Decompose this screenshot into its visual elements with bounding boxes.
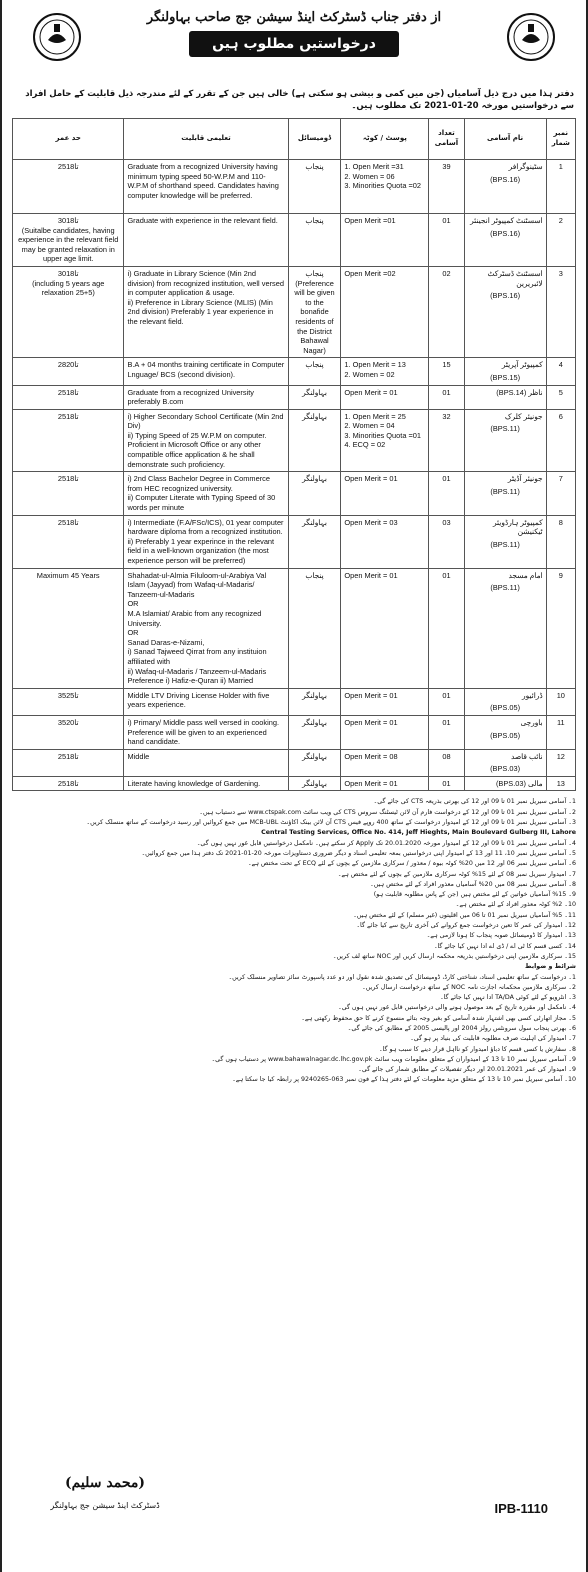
cell-domicile-text: پنجاب — [305, 216, 324, 225]
cell-no-text: 9 — [558, 570, 563, 580]
header-post-name: نام آسامی — [464, 119, 546, 160]
cell-no — [546, 715, 575, 749]
cell-quota-text: 1. Open Merit = 25 2. Women = 04 3. Minorities Quota =01 4. ECQ = 02 — [344, 411, 422, 450]
cell-post — [464, 385, 546, 409]
note-item: 4۔ آسامی سیریل نمبر 01 تا 09 اور 12 کے امیدوار مورخہ 20.01.2020 تک Apply کر سکتے ہیں۔ نامکمل درخواستیں قابل غور نہیں ہوں گی۔ — [196, 839, 576, 847]
table-row — [13, 160, 576, 214]
signatory-designation: ڈسٹرکٹ اینڈ سیشن جج بہاولنگر — [50, 1501, 160, 1510]
cell-qual — [124, 715, 288, 749]
cell-no — [546, 515, 575, 568]
cell-count-text: 02 — [442, 268, 451, 278]
cell-quota-text: 1. Open Merit = 13 2. Women = 02 — [344, 360, 406, 379]
cell-quota-text: Open Merit = 01 — [344, 690, 398, 700]
cell-post — [464, 266, 546, 357]
cell-age-text: 25تا18 — [57, 751, 79, 761]
cell-count-text: 08 — [442, 751, 451, 761]
cell-age — [13, 472, 124, 515]
header-qualification: تعلیمی قابلیت — [124, 119, 288, 160]
cell-bps-text: (BPS.16) — [490, 174, 521, 184]
cell-no-text: 12 — [556, 751, 565, 761]
cell-post-text: مالی (BPS.03) — [495, 778, 543, 788]
cell-age — [13, 568, 124, 688]
cell-age — [13, 160, 124, 214]
cell-no — [546, 409, 575, 472]
note-item: 1۔ آسامی سیریل نمبر 01 تا 09 اور 12 کی بھرتی بذریعہ CTS کی جائے گی۔ — [373, 798, 576, 806]
cell-qual — [124, 214, 288, 267]
cell-count — [429, 568, 464, 688]
note-item: Central Testing Services, Office No. 414, Jeff Hieghts, Main Boulevard Gulberg III, Lahore — [261, 829, 576, 837]
cell-count-text: 15 — [442, 360, 451, 370]
cell-post — [464, 358, 546, 385]
cell-count-text: 01 — [442, 387, 451, 397]
cell-count — [429, 515, 464, 568]
cell-domicile — [288, 409, 341, 472]
note-item: 9۔ امیدوار کی عمر 20.01.2021 اور دیگر تفصیلات کے مطابق شمار کی جائے گی۔ — [358, 1066, 576, 1074]
note-item: 7۔ امیدوار سیریل نمبر 08 کے لئے 15% کوٹہ سرکاری ملازمین کے بچوں کے لئے مختص ہے۔ — [337, 870, 576, 878]
cell-no — [546, 385, 575, 409]
note-item: 2۔ سرکاری ملازمین محکمانہ اجازت نامہ NOC کے ساتھ درخواست ارسال کریں۔ — [362, 983, 576, 991]
cell-count — [429, 472, 464, 515]
cell-age — [13, 358, 124, 385]
cell-age — [13, 266, 124, 357]
cell-domicile — [288, 715, 341, 749]
cell-post-text: نائب قاصد — [511, 751, 543, 761]
cell-quota-text: Open Merit = 01 — [344, 474, 398, 484]
cell-domicile-text: بہاولنگر — [302, 690, 327, 700]
note-item: 14۔ کسی قسم کا ٹی اے / ڈی اے ادا نہیں کیا جائے گا۔ — [433, 942, 576, 950]
table-row — [13, 688, 576, 715]
cell-quota — [341, 385, 429, 409]
note-item: 9۔ آسامی سیریل نمبر 10 تا 13 کے امیدواران کے متعلق معلومات ویب سائٹ www.bahawalnagar.dc.lhc.gov.pk پر دستیاب ہوں گی۔ — [211, 1055, 576, 1063]
table-row — [13, 358, 576, 385]
note-item: 2۔ آسامی سیریل نمبر 01 تا 09 اور 12 کے درخواست فارم آن لائن ٹیسٹنگ سروس CTS کی ویب سائٹ www.ctspak.com سے دستیاب ہیں۔ — [199, 808, 576, 816]
note-item: 13۔ امیدوار کا ڈومیسائل صوبہ پنجاب کا ہونا لازمی ہے۔ — [426, 932, 576, 940]
cell-quota — [341, 409, 429, 472]
cell-domicile-text: بہاولنگر — [302, 387, 327, 397]
cell-post-text: باورچی — [520, 717, 543, 727]
cell-no-text: 8 — [558, 517, 563, 527]
cell-post-text: اسسٹنٹ ڈسٹرکٹ لائبریرین — [487, 268, 543, 288]
cell-no — [546, 749, 575, 776]
cell-count — [429, 160, 464, 214]
note-item: 5۔ مجاز اتھارٹی کسی بھی اشتہار شدہ آسامی کو بغیر وجہ بتائے منسوخ کرنے کا حق محفوظ رکھتی ہے۔ — [301, 1014, 576, 1022]
cell-age-text: 25تا18 — [57, 517, 79, 527]
cell-no — [546, 688, 575, 715]
cell-age-text: 25تا18 — [57, 387, 79, 397]
cell-qual — [124, 515, 288, 568]
cell-qual-text: Shahadat-ul-Almia Filuloom-ul-Arabiya Val Islam (Jayyad) from Wafaq-ul-Madaris/ Tanzeem-ul-Madaris OR M.A Islamiat/ Arabic from any recognized University. OR Sanad Daras-e-Nizami, i) Sanad Tajweed Qirrat from any instituion affiliated with ii) Wafaq-ul-Madaris / Tanzeem-ul-Madaris Preference i) Hafiz-e-Quran ii) Married — [127, 570, 267, 686]
cell-domicile-text: پنجاب (Preference will be given to the bonafide residents of the District Bahawal Nagar) — [294, 268, 335, 355]
cell-qual — [124, 776, 288, 791]
office-heading: از دفتر جناب ڈسٹرکٹ اینڈ سیشن جج صاحب بہاولنگر — [146, 10, 442, 25]
cell-post — [464, 688, 546, 715]
cell-no-text: 7 — [558, 474, 563, 484]
cell-qual — [124, 568, 288, 688]
cell-qual-text: i) 2nd Class Bachelor Degree in Commerce from HEC recognized university. ii) Computer Literate with Typing Speed of 30 words per minute — [127, 474, 276, 513]
punjab-seal-logo-right — [506, 12, 556, 62]
note-item: 7۔ امیدوار کی اہلیت صرف مطلوبہ قابلیت کی بنیاد پر ہو گی۔ — [410, 1035, 576, 1043]
cell-domicile — [288, 776, 341, 791]
cell-post — [464, 749, 546, 776]
cell-age — [13, 385, 124, 409]
cell-no-text: 1 — [558, 162, 563, 171]
cell-count-text: 01 — [442, 216, 451, 225]
cell-qual — [124, 688, 288, 715]
cell-quota — [341, 715, 429, 749]
cell-count-text: 03 — [442, 517, 451, 527]
note-item: 12۔ امیدوار کی عمر کا تعین درخواست جمع کروانے کی آخری تاریخ سے کیا جائے گا۔ — [356, 922, 576, 930]
cell-no-text: 2 — [558, 216, 563, 225]
cell-qual-text: Middle LTV Driving License Holder with five years experience. — [127, 690, 270, 710]
table-row — [13, 715, 576, 749]
cell-age — [13, 214, 124, 267]
cell-quota — [341, 515, 429, 568]
cell-age — [13, 776, 124, 791]
cell-quota-text: 1. Open Merit =31 2. Women = 06 3. Minorities Quota =02 — [344, 162, 422, 191]
header-domicile: ڈومیسائل — [288, 119, 341, 160]
cell-qual — [124, 749, 288, 776]
cell-domicile-text: بہاولنگر — [302, 411, 327, 421]
cell-quota-text: Open Merit = 01 — [344, 778, 398, 788]
cell-qual-text: Graduate from a recognized University preferably B.com — [127, 387, 254, 407]
cell-age — [13, 715, 124, 749]
cell-no-text: 4 — [558, 360, 563, 370]
cell-post — [464, 409, 546, 472]
cell-age — [13, 515, 124, 568]
cell-count-text: 01 — [442, 690, 451, 700]
note-item: 8۔ سفارش یا کسی قسم کا دباؤ امیدوار کو نااہل قرار دینے کا سبب ہو گا۔ — [378, 1045, 576, 1053]
cell-quota-text: Open Merit = 01 — [344, 717, 398, 727]
note-item: 3۔ آسامی سیریل نمبر 01 تا 09 اور 12 کے امیدوار درخواست کے ساتھ 400 روپے فیس CTS آن لائن بینک اکاؤنٹ MCB-UBL میں جمع کروائیں اور رسید درخواست کے ساتھ منسلک کریں۔ — [86, 819, 576, 827]
cell-quota — [341, 688, 429, 715]
cell-no — [546, 776, 575, 791]
cell-post-text: سٹینوگرافر — [508, 162, 543, 171]
cell-count-text: 32 — [442, 411, 451, 421]
cell-age-text: 25تا18 — [57, 411, 79, 421]
note-item: 10۔ آسامی سیریل نمبر 10 تا 13 کے متعلق مزید معلومات کے لئے دفتر ہذا کے فون نمبر 063-9240265 پر رابطہ کیا جا سکتا ہے۔ — [232, 1076, 576, 1084]
cell-quota — [341, 568, 429, 688]
cell-bps-text: (BPS.11) — [490, 539, 520, 549]
cell-quota — [341, 160, 429, 214]
table-row — [13, 515, 576, 568]
cell-qual-text: Middle — [127, 751, 150, 761]
cell-domicile — [288, 515, 341, 568]
cell-qual — [124, 385, 288, 409]
cell-no — [546, 358, 575, 385]
cell-count — [429, 266, 464, 357]
cell-domicile — [288, 568, 341, 688]
cell-quota — [341, 266, 429, 357]
note-item: 15۔ سرکاری ملازمین اپنی درخواستیں بذریعہ محکمہ ارسال کریں اور NOC ساتھ لف کریں۔ — [332, 952, 576, 960]
cell-quota — [341, 749, 429, 776]
note-item: 5۔ آسامی سیریل نمبر 10، 11 اور 13 کے امیدوار اپنی درخواستیں بمعہ تعلیمی اسناد و دیگر ضروری دستاویزات مورخہ 20-01-2021 تک دفتر ہذا میں جمع کروائیں۔ — [141, 849, 576, 857]
cell-bps-text: (BPS.11) — [490, 583, 520, 593]
cell-domicile-text: پنجاب — [305, 360, 324, 370]
cell-qual — [124, 358, 288, 385]
cell-domicile — [288, 266, 341, 357]
cell-domicile-text: پنجاب — [305, 162, 324, 171]
cell-post-text: ڈرائیور — [522, 690, 543, 700]
cell-count — [429, 749, 464, 776]
header-quota: پوسٹ / کوٹہ — [341, 119, 429, 160]
cell-bps-text: (BPS.16) — [490, 228, 521, 238]
cell-count — [429, 776, 464, 791]
note-item: شرائط و ضوابط — [525, 963, 576, 971]
cell-count — [429, 715, 464, 749]
cell-age-text: 30تا18 (including 5 years age relaxation 25+5) — [32, 268, 105, 298]
note-item: 4۔ نامکمل اور مقررہ تاریخ کے بعد موصول ہونے والی درخواستیں قابل غور نہیں ہوں گی۔ — [338, 1004, 576, 1012]
cell-domicile — [288, 160, 341, 214]
cell-bps-text: (BPS.03) — [490, 764, 521, 774]
cell-no-text: 5 — [558, 387, 563, 397]
cell-count — [429, 214, 464, 267]
cell-post — [464, 568, 546, 688]
cell-age-text: 35تا25 — [57, 690, 79, 700]
cell-post-text: کمپیوٹر ہارڈویئر ٹیکنیشن — [492, 517, 543, 537]
cell-age-text: Maximum 45 Years — [36, 570, 100, 580]
cell-qual — [124, 266, 288, 357]
signature-block — [30, 1475, 180, 1510]
header — [12, 10, 576, 76]
cell-domicile — [288, 214, 341, 267]
cell-count — [429, 409, 464, 472]
cell-no — [546, 568, 575, 688]
cell-age-text: 25تا18 — [57, 162, 79, 171]
cell-no — [546, 472, 575, 515]
signatory-name: (محمد سلیم) — [64, 1475, 145, 1491]
cell-post — [464, 515, 546, 568]
table-row — [13, 472, 576, 515]
header-count: تعداد آسامی — [429, 119, 464, 160]
cell-count-text: 01 — [442, 474, 451, 484]
intro-text: دفتر ہذا میں درج ذیل آسامیاں (جن میں کمی و بیشی ہو سکتی ہے) خالی ہیں جن کے تقرر کے لئے مندرجہ ذیل قابلیت کے حامل افراد سے درخواستیں مورخہ 20-01-2021 تک مطلوب ہیں۔ — [25, 89, 574, 111]
cell-qual-text: i) Higher Secondary School Certificate (Min 2nd Div) ii) Typing Speed of 25 W.P.M on computer. Proficient in Microsoft Office or any other compatible office application & he shall demonstrate such proficiency. — [127, 411, 284, 469]
cell-count-text: 01 — [442, 717, 451, 727]
cell-qual-text: i) Intermediate (F.A/FSc/ICS), 01 year computer hardware diploma from a recognized institution. ii) Preferably 1 year experince in the relevant field in a well-known organization (the most experience person will be preferred) — [127, 517, 284, 565]
cell-no-text: 13 — [556, 778, 565, 788]
note-item: 3۔ انٹرویو کے لئے کوئی TA/DA ادا نہیں کیا جائے گا۔ — [439, 994, 576, 1002]
note-item: 6۔ بھرتی پنجاب سول سرونٹس رولز 2004 اور پالیسی 2005 کے مطابق کی جائے گی۔ — [347, 1025, 576, 1032]
table-row — [13, 776, 576, 791]
punjab-seal-logo-left — [32, 12, 82, 62]
note-item: 11۔ 5% آسامیاں سیریل نمبر 01 تا 06 میں اقلیتوں (غیر مسلم) کے لئے مختص ہیں۔ — [353, 911, 576, 919]
header-serial: نمبر شمار — [546, 119, 575, 160]
cell-qual-text: B.A + 04 months training certificate in Computer Lnguage/ BCS (second division). — [127, 360, 285, 379]
cell-quota — [341, 776, 429, 791]
cell-post — [464, 214, 546, 267]
cell-age-text: 25تا18 — [57, 474, 79, 484]
note-item: 1۔ درخواست کے ساتھ تعلیمی اسناد، شناختی کارڈ، ڈومیسائل کی تصدیق شدہ نقول اور دو عدد پاسپورٹ سائز تصاویر منسلک کریں۔ — [228, 973, 576, 981]
cell-domicile-text: بہاولنگر — [302, 474, 327, 484]
table-row — [13, 568, 576, 688]
cell-bps-text: (BPS.16) — [490, 291, 521, 301]
cell-count — [429, 688, 464, 715]
table-row — [13, 266, 576, 357]
cell-quota — [341, 358, 429, 385]
note-item: 8۔ آسامی سیریل نمبر 08 میں 20% آسامیاں معذور افراد کے لئے مختص ہیں۔ — [370, 880, 576, 888]
notes-section — [12, 797, 576, 1084]
cell-domicile — [288, 472, 341, 515]
cell-no — [546, 214, 575, 267]
cell-count-text: 39 — [442, 162, 451, 171]
cell-bps-text: (BPS.05) — [490, 730, 521, 740]
table-row — [13, 385, 576, 409]
cell-domicile-text: بہاولنگر — [302, 778, 327, 788]
header-age: حد عمر — [13, 119, 124, 160]
cell-post-text: کمپیوٹر آپریٹر — [501, 360, 543, 370]
cell-age-text: 30تا18 (Suitalbe candidates, having experience in the relevant field may be granted relaxation in upper age limit. — [18, 216, 119, 264]
cell-qual — [124, 160, 288, 214]
cell-domicile-text: بہاولنگر — [302, 751, 327, 761]
table-header-row — [13, 119, 576, 160]
ipb-number: IPB-1110 — [494, 1501, 548, 1516]
cell-no — [546, 160, 575, 214]
cell-count — [429, 385, 464, 409]
cell-domicile — [288, 749, 341, 776]
cell-post — [464, 776, 546, 791]
table-row — [13, 749, 576, 776]
cell-age — [13, 749, 124, 776]
note-item: 10۔ 2% کوٹہ معذور افراد کے لئے مختص ہے۔ — [455, 901, 576, 909]
cell-qual-text: Graduate with experience in the relevant field. — [127, 216, 278, 225]
cell-quota-text: Open Merit = 01 — [344, 570, 398, 580]
cell-qual-text: Literate having knowledge of Gardening. — [127, 778, 261, 788]
note-item: 9۔ 15% آسامیاں خواتین کے لئے مختص ہیں (جن کے پاس مطلوبہ قابلیت ہو) — [373, 891, 576, 899]
cell-domicile — [288, 358, 341, 385]
cell-post-text: ناظر (BPS.14) — [496, 387, 543, 397]
cell-domicile-text: بہاولنگر — [302, 517, 327, 527]
table-row — [13, 214, 576, 267]
cell-domicile-text: بہاولنگر — [302, 717, 327, 727]
cell-bps-text: (BPS.11) — [490, 424, 520, 434]
cell-qual — [124, 409, 288, 472]
cell-no — [546, 266, 575, 357]
cell-age-text: 25تا18 — [57, 778, 79, 788]
cell-post — [464, 715, 546, 749]
cell-post — [464, 160, 546, 214]
cell-post-text: جونیئر کلرک — [504, 411, 543, 421]
cell-quota-text: Open Merit = 03 — [344, 517, 398, 527]
cell-bps-text: (BPS.11) — [490, 486, 520, 496]
vacancies-table — [12, 118, 576, 791]
cell-bps-text: (BPS.15) — [490, 372, 521, 382]
cell-post-text: امام مسجد — [508, 570, 543, 580]
cell-quota — [341, 472, 429, 515]
cell-bps-text: (BPS.05) — [490, 703, 521, 713]
cell-age — [13, 409, 124, 472]
cell-post-text: جونیئر آڈیٹر — [507, 474, 543, 484]
cell-post — [464, 472, 546, 515]
cell-no-text: 6 — [558, 411, 563, 421]
cell-no-text: 10 — [556, 690, 565, 700]
cell-domicile — [288, 688, 341, 715]
applications-required-banner: درخواستیں مطلوب ہیں — [189, 31, 399, 57]
cell-domicile-text: پنجاب — [305, 570, 324, 580]
cell-post-text: اسسٹنٹ کمپیوٹر انجینئر — [470, 216, 543, 225]
cell-count — [429, 358, 464, 385]
cell-count-text: 01 — [442, 778, 451, 788]
cell-quota-text: Open Merit =01 — [344, 216, 396, 225]
cell-qual-text: Graduate from a recognized University having minimum typing speed 50-W.P.M and 110-W.P.M of shorthand speed. Candidates having computer knowledge will be preferred. — [127, 162, 279, 200]
cell-age — [13, 688, 124, 715]
cell-quota-text: Open Merit = 08 — [344, 751, 398, 761]
cell-domicile — [288, 385, 341, 409]
cell-qual-text: i) Graduate in Library Science (Min 2nd division) from recognized institution, well versed in computer application & usage. ii) Preference in Library Science (MLIS) (Min 2nd division) Preferably 1 year experience in the relevant field. — [127, 268, 284, 326]
cell-count-text: 01 — [442, 570, 451, 580]
cell-quota-text: Open Merit = 01 — [344, 387, 398, 397]
cell-qual — [124, 472, 288, 515]
table-row — [13, 409, 576, 472]
note-item: 6۔ آسامی سیریل نمبر 06 اور 12 میں 20% کوٹہ بیوہ / معذور / سرکاری ملازمین کے بچوں کے لئے ECQ کے تحت مختص ہے۔ — [247, 860, 576, 868]
cell-age-text: 35تا20 — [57, 717, 79, 727]
cell-no-text: 3 — [558, 268, 563, 278]
cell-qual-text: i) Primary/ Middle pass well versed in cooking. Preference will be given to an experienced hand candidate. — [127, 717, 279, 747]
cell-quota-text: Open Merit =02 — [344, 268, 396, 278]
cell-quota — [341, 214, 429, 267]
cell-no-text: 11 — [556, 717, 565, 727]
cell-age-text: 28تا20 — [57, 360, 79, 370]
